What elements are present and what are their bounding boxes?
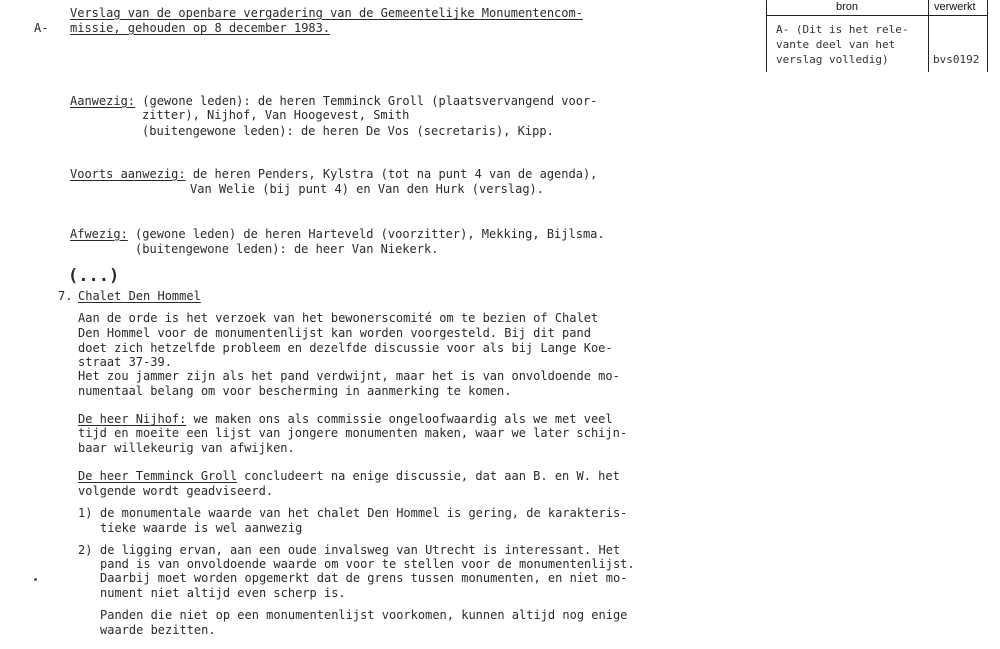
margin-marker: A- <box>34 21 49 35</box>
afwezig-text-1: (gewone leden) de heren Harteveld (voorzitter), Mekking, Bijlsma. <box>127 227 605 241</box>
groll-text-1: concludeert na enige discussie, dat aan B. en W. het <box>236 469 620 483</box>
advice-1-number: 1) <box>78 506 93 520</box>
voorts-line-2: Van Welie (bij punt 4) en Van den Hurk (verslag). <box>190 182 545 196</box>
groll-line-2: volgende wordt geadviseerd. <box>78 484 274 498</box>
bron-line-1: A- (Dit is het rele- <box>776 23 909 36</box>
para1-line-6: numentaal belang om voor bescherming in aanmerking te komen. <box>78 384 512 398</box>
report-title-line-1: Verslag van de openbare vergadering van de Gemeentelijke Monumentencom- <box>70 6 583 20</box>
advice-2-line-3: Daarbij moet worden opgemerkt dat de grens tussen monumenten, en niet mo- <box>100 571 628 585</box>
verwerkt-value: bvs0192 <box>933 53 980 66</box>
nijhof-label: De heer Nijhof: <box>78 412 187 426</box>
advice-1-line-2: tieke waarde is wel aanwezig <box>100 521 303 535</box>
item-number: 7. <box>58 289 73 303</box>
omission-ellipsis: (...) <box>68 266 120 286</box>
advice-2-line-4: nument niet altijd even scherp is. <box>100 586 346 600</box>
afwezig-label: Afwezig: <box>70 227 128 241</box>
closing-line-2: waarde bezitten. <box>100 623 216 637</box>
scan-speck <box>34 578 37 581</box>
groll-line-1 <box>78 468 620 484</box>
para1-line-3: doet zich hetzelfde probleem en dezelfde discussie voor als bij Lange Koe- <box>78 341 613 355</box>
voorts-label: Voorts aanwezig: <box>70 167 186 181</box>
advice-2-line-1: de ligging ervan, aan een oude invalsweg van Utrecht is interessant. Het <box>100 543 621 557</box>
report-title-line-2: missie, gehouden op 8 december 1983. <box>70 21 331 35</box>
para1-line-4: straat 37-39. <box>78 355 172 369</box>
nijhof-line-2: tijd en moeite een lijst van jongere monumenten maken, waar we later schijn- <box>78 426 628 440</box>
voorts-text-1: de heren Penders, Kylstra (tot na punt 4 van de agenda), <box>185 167 598 181</box>
advice-1-line-1: de monumentale waarde van het chalet Den Hommel is gering, de karakteris- <box>100 506 628 520</box>
advice-2-number: 2) <box>78 543 93 557</box>
aanwezig-line-2: zitter), Nijhof, Van Hoogevest, Smith <box>142 108 410 122</box>
voorts-line-1 <box>70 166 597 182</box>
groll-label: De heer Temminck Groll <box>78 469 237 483</box>
nijhof-line-3: baar willekeurig van afwijken. <box>78 441 295 455</box>
advice-2-line-2: pand is van onvoldoende waarde om voor te stellen voor de monumentenlijst. <box>100 557 635 571</box>
bron-line-2: vante deel van het <box>776 38 896 51</box>
afwezig-line-2: (buitengewone leden): de heer Van Niekerk. <box>135 242 439 256</box>
source-table <box>766 0 988 72</box>
para1-line-1: Aan de orde is het verzoek van het bewonerscomité om te bezien of Chalet <box>78 311 599 325</box>
verwerkt-header: verwerkt <box>934 1 976 13</box>
aanwezig-line-3: (buitengewone leden): de heren De Vos (secretaris), Kipp. <box>142 124 554 138</box>
nijhof-text-1: we maken ons als commissie ongeloofwaardig als we met veel <box>186 412 613 426</box>
closing-line-1: Panden die niet op een monumentenlijst voorkomen, kunnen altijd nog enige <box>100 608 628 622</box>
item-title: Chalet Den Hommel <box>78 289 201 303</box>
bron-header: bron <box>836 1 859 13</box>
para1-line-5: Het zou jammer zijn als het pand verdwijnt, maar het is van onvoldoende mo- <box>78 369 620 383</box>
bron-line-3: verslag volledig) <box>776 53 889 66</box>
afwezig-line-1 <box>70 226 605 242</box>
aanwezig-label: Aanwezig: <box>70 94 136 108</box>
para1-line-2: Den Hommel voor de monumentenlijst kan worden voorgesteld. Bij dit pand <box>78 326 591 340</box>
aanwezig-text-1: (gewone leden): de heren Temminck Groll (plaatsvervangend voor- <box>135 94 598 108</box>
